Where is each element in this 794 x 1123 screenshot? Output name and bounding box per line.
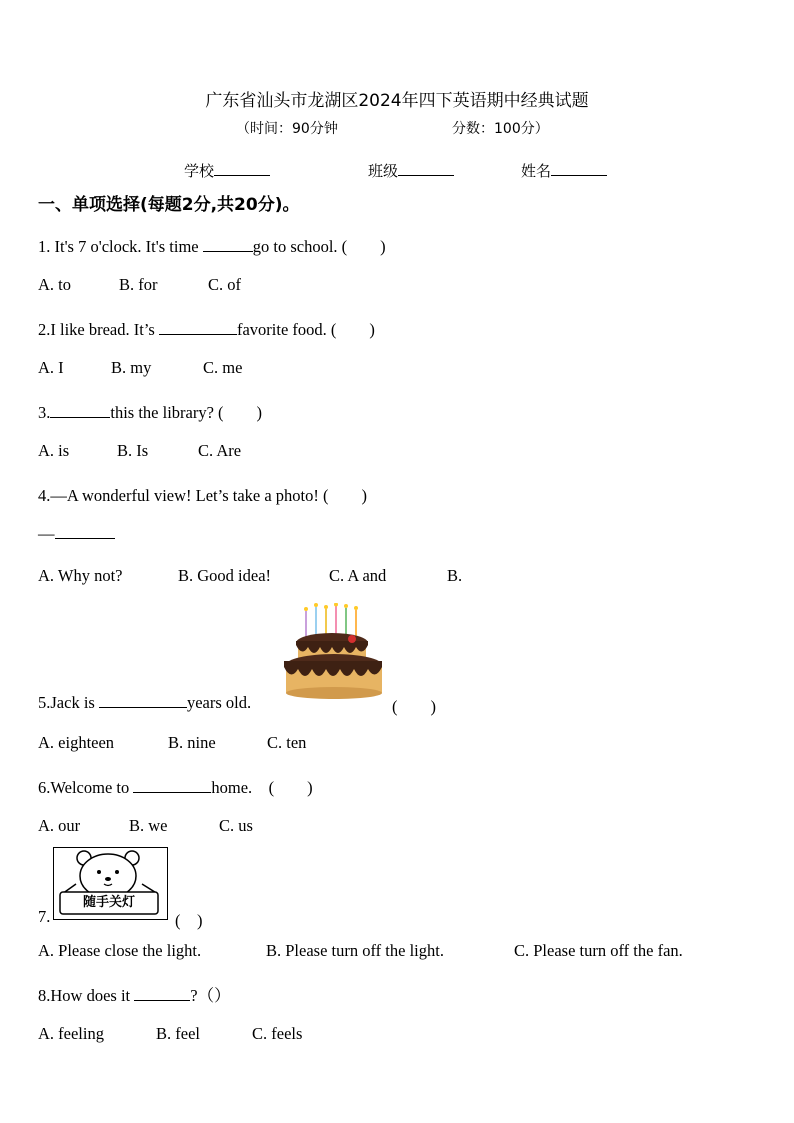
- school-field: [184, 160, 270, 181]
- option-c[interactable]: C. Are: [198, 441, 242, 460]
- answer-blank[interactable]: [134, 986, 190, 1001]
- question-text: this the library? ( ): [110, 403, 263, 422]
- question-text: go to school. ( ): [252, 237, 386, 256]
- answer-blank[interactable]: [203, 237, 253, 252]
- dash: —: [38, 524, 55, 543]
- option-b[interactable]: B. Please turn off the light.: [266, 941, 444, 960]
- class-label: 班级: [368, 162, 399, 180]
- option-a[interactable]: A. I: [38, 358, 64, 377]
- option-a[interactable]: A. Why not?: [38, 566, 123, 585]
- option-b[interactable]: B. Good idea!: [178, 566, 272, 585]
- option-a[interactable]: A. is: [38, 441, 70, 460]
- page-title: 广东省汕头市龙湖区2024年四下英语期中经典试题: [205, 91, 589, 111]
- school-blank[interactable]: [214, 161, 270, 176]
- option-c[interactable]: C. us: [219, 816, 253, 835]
- option-a[interactable]: A. our: [38, 816, 81, 835]
- option-c[interactable]: C. A and: [329, 566, 387, 585]
- option-a[interactable]: A. Please close the light.: [38, 941, 202, 960]
- answer-blank[interactable]: [159, 320, 237, 335]
- option-b[interactable]: B. for: [119, 275, 158, 294]
- name-blank[interactable]: [551, 161, 607, 176]
- question-text: 3.: [38, 403, 51, 422]
- class-field: [368, 160, 454, 181]
- option-c[interactable]: C. me: [203, 358, 243, 377]
- question-6: [38, 774, 313, 798]
- answer-line: [38, 524, 115, 544]
- option-b[interactable]: B. my: [111, 358, 152, 377]
- option-b[interactable]: B. we: [129, 816, 168, 835]
- option-a[interactable]: A. feeling: [38, 1024, 104, 1043]
- option-c[interactable]: C. ten: [267, 733, 307, 752]
- question-4: 4.—A wonderful view! Let’s take a photo! ( ): [38, 486, 368, 505]
- time-label: （时间：90分钟: [236, 121, 338, 137]
- question-text: years old.: [186, 693, 252, 712]
- option-b[interactable]: B. Is: [117, 441, 149, 460]
- school-label: 学校: [184, 162, 215, 180]
- question-7: 7.: [38, 907, 51, 926]
- option-b[interactable]: B. nine: [168, 733, 216, 752]
- birthday-cake-image: [282, 603, 386, 701]
- section-heading: 一、单项选择(每题2分,共20分)。: [38, 195, 300, 215]
- answer-blank[interactable]: [55, 524, 115, 539]
- question-text: favorite food. ( ): [236, 320, 375, 339]
- question-text: 1. It's 7 o'clock. It's time: [38, 237, 203, 256]
- answer-paren: ( ): [392, 697, 436, 716]
- question-text: ?（）: [190, 986, 231, 1005]
- answer-blank[interactable]: [50, 403, 110, 418]
- question-text: 2.I like bread. It’s: [38, 320, 159, 339]
- option-a[interactable]: A. eighteen: [38, 733, 115, 752]
- question-3: [38, 399, 262, 423]
- turn-off-light-sign: [53, 847, 168, 920]
- question-5: [38, 693, 251, 713]
- question-text: 8.How does it: [38, 986, 135, 1005]
- option-a[interactable]: A. to: [38, 275, 71, 294]
- class-blank[interactable]: [398, 161, 454, 176]
- question-1: [38, 233, 386, 257]
- score-label: 分数：100分）: [452, 121, 549, 137]
- option-c[interactable]: C. feels: [252, 1024, 303, 1043]
- question-text: 6.Welcome to: [38, 778, 134, 797]
- question-8: [38, 982, 231, 1006]
- question-text: home. ( ): [211, 778, 313, 797]
- answer-paren: ( ): [175, 911, 203, 930]
- option-b-extra[interactable]: B.: [447, 566, 463, 585]
- option-c[interactable]: C. Please turn off the fan.: [514, 941, 683, 960]
- name-label: 姓名: [521, 162, 552, 180]
- question-text: 5.Jack is: [38, 693, 99, 712]
- answer-blank[interactable]: [99, 693, 187, 708]
- option-c[interactable]: C. of: [208, 275, 241, 294]
- option-b[interactable]: B. feel: [156, 1024, 200, 1043]
- sign-text: 随手关灯: [82, 895, 135, 910]
- answer-blank[interactable]: [133, 778, 211, 793]
- question-2: [38, 316, 375, 340]
- name-field: [521, 160, 607, 181]
